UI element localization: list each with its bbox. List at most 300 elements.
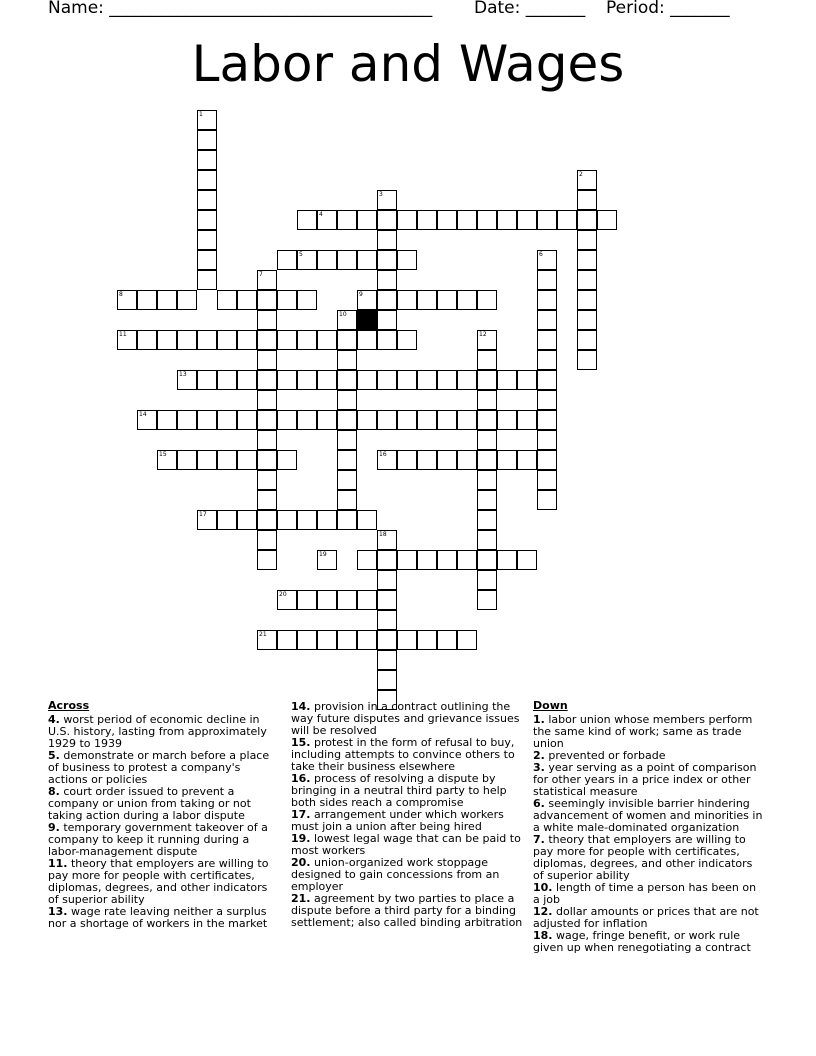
down-clues <box>533 700 765 954</box>
clue-text: labor union whose members perform the same kind of work; same as trade union <box>533 713 753 750</box>
name-field[interactable]: Name: ______________________________________ <box>48 0 433 18</box>
grid-cell[interactable] <box>277 250 297 270</box>
grid-cell[interactable] <box>517 450 537 470</box>
grid-cell[interactable] <box>537 430 557 450</box>
grid-cell[interactable] <box>397 330 417 350</box>
grid-cell[interactable] <box>497 410 517 430</box>
grid-cell[interactable] <box>277 510 297 530</box>
grid-cell[interactable] <box>397 550 417 570</box>
grid-cell[interactable] <box>377 670 397 690</box>
clue-item <box>533 762 765 798</box>
grid-cell[interactable] <box>397 290 417 310</box>
clue-number: 19 <box>319 551 327 558</box>
grid-cell[interactable] <box>377 570 397 590</box>
clue-number-label: 12. <box>533 905 553 918</box>
grid-cell[interactable] <box>577 330 597 350</box>
clue-number: 20 <box>279 591 287 598</box>
clue-text: worst period of economic decline in U.S. history, lasting from approximately 1929 to 1939 <box>48 713 267 750</box>
grid-cell[interactable] <box>497 370 517 390</box>
clue-text: wage, fringe benefit, or work rule given up when renegotiating a contract <box>533 929 751 954</box>
grid-cell[interactable] <box>457 450 477 470</box>
grid-cell[interactable] <box>477 450 497 470</box>
grid-cell[interactable] <box>357 590 377 610</box>
grid-cell[interactable] <box>597 210 617 230</box>
clue-item <box>291 773 523 809</box>
clue-item <box>291 809 523 833</box>
grid-cell[interactable] <box>537 370 557 390</box>
grid-cell[interactable] <box>217 510 237 530</box>
grid-cell[interactable] <box>257 370 277 390</box>
grid-cell[interactable] <box>397 450 417 470</box>
grid-cell[interactable] <box>357 290 377 310</box>
grid-cell[interactable] <box>197 450 217 470</box>
clue-item <box>48 786 280 822</box>
grid-cell[interactable] <box>577 230 597 250</box>
grid-cell[interactable] <box>457 630 477 650</box>
grid-cell[interactable] <box>537 250 557 270</box>
grid-cell[interactable] <box>517 210 537 230</box>
grid-cell[interactable] <box>397 630 417 650</box>
grid-cell[interactable] <box>357 370 377 390</box>
clue-number-label: 2. <box>533 749 545 762</box>
grid-cell[interactable] <box>497 450 517 470</box>
grid-cell[interactable] <box>277 330 297 350</box>
clue-number: 10 <box>339 311 347 318</box>
grid-cell[interactable] <box>417 370 437 390</box>
period-field[interactable]: Period: _______ <box>606 0 730 18</box>
clue-number-label: 19. <box>291 832 311 845</box>
grid-cell[interactable] <box>197 210 217 230</box>
clue-number-label: 14. <box>291 700 311 713</box>
grid-cell[interactable] <box>257 490 277 510</box>
grid-cell[interactable] <box>257 390 277 410</box>
grid-cell[interactable] <box>197 150 217 170</box>
clue-text: arrangement under which workers must join a union after being hired <box>291 808 504 833</box>
clue-item <box>533 798 765 834</box>
clue-number: 1 <box>199 111 203 118</box>
grid-cell[interactable] <box>297 370 317 390</box>
grid-cell[interactable] <box>557 210 577 230</box>
clue-number-label: 4. <box>48 713 60 726</box>
clue-number-label: 15. <box>291 736 311 749</box>
clue-text: lowest legal wage that can be paid to most workers <box>291 832 521 857</box>
grid-cell[interactable] <box>317 370 337 390</box>
grid-cell[interactable] <box>577 310 597 330</box>
clue-number: 8 <box>119 291 123 298</box>
grid-cell[interactable] <box>477 430 497 450</box>
clue-text: theory that employers are willing to pay more for people with certificates, diplomas, degrees, and other indicators of superior ability <box>48 857 269 906</box>
grid-cell[interactable] <box>477 530 497 550</box>
clue-text: wage rate leaving neither a surplus nor a shortage of workers in the market <box>48 905 268 930</box>
grid-cell[interactable] <box>197 190 217 210</box>
grid-cell[interactable] <box>137 410 157 430</box>
grid-cell[interactable] <box>337 310 357 330</box>
grid-cell[interactable] <box>297 590 317 610</box>
grid-cell[interactable] <box>197 370 217 390</box>
grid-cell[interactable] <box>417 550 437 570</box>
grid-cell[interactable] <box>177 290 197 310</box>
grid-cell[interactable] <box>237 290 257 310</box>
clue-number: 13 <box>179 371 187 378</box>
grid-cell[interactable] <box>537 470 557 490</box>
grid-cell[interactable] <box>477 550 497 570</box>
grid-cell[interactable] <box>357 510 377 530</box>
grid-cell[interactable] <box>317 250 337 270</box>
grid-cell[interactable] <box>217 410 237 430</box>
grid-cell[interactable] <box>397 410 417 430</box>
grid-cell[interactable] <box>477 410 497 430</box>
grid-cell[interactable] <box>377 250 397 270</box>
grid-cell[interactable] <box>377 610 397 630</box>
clue-number-label: 10. <box>533 881 553 894</box>
grid-cell[interactable] <box>357 330 377 350</box>
grid-cell[interactable] <box>457 550 477 570</box>
clue-number-label: 17. <box>291 808 311 821</box>
grid-cell[interactable] <box>337 470 357 490</box>
clue-item <box>291 893 523 929</box>
clue-number: 17 <box>199 511 207 518</box>
clue-text: theory that employers are willing to pay more for people with certificates, diplomas, degrees, and other indicators of superior ability <box>533 833 753 882</box>
grid-cell[interactable] <box>257 290 277 310</box>
grid-cell[interactable] <box>417 290 437 310</box>
grid-cell[interactable] <box>417 450 437 470</box>
grid-cell[interactable] <box>417 630 437 650</box>
grid-cell[interactable] <box>437 290 457 310</box>
grid-cell[interactable] <box>537 270 557 290</box>
date-field[interactable]: Date: _______ <box>474 0 586 18</box>
grid-cell[interactable] <box>537 330 557 350</box>
clue-text: prevented or forbade <box>544 749 666 762</box>
clue-number-label: 16. <box>291 772 311 785</box>
grid-cell[interactable] <box>197 130 217 150</box>
clue-item <box>48 822 280 858</box>
grid-cell[interactable] <box>297 330 317 350</box>
clue-text: dollar amounts or prices that are not adjusted for inflation <box>533 905 759 930</box>
grid-cell[interactable] <box>237 330 257 350</box>
clue-item <box>291 737 523 773</box>
clue-number-label: 9. <box>48 821 60 834</box>
grid-cell[interactable] <box>537 450 557 470</box>
grid-cell[interactable] <box>117 330 137 350</box>
clue-number: 15 <box>159 451 167 458</box>
grid-cell[interactable] <box>197 270 217 290</box>
grid-cell[interactable] <box>317 550 337 570</box>
grid-cell[interactable] <box>337 350 357 370</box>
grid-cell[interactable] <box>337 510 357 530</box>
grid-cell[interactable] <box>237 510 257 530</box>
grid-cell[interactable] <box>217 330 237 350</box>
clue-item <box>291 701 523 737</box>
clue-number: 7 <box>259 271 263 278</box>
grid-cell[interactable] <box>577 350 597 370</box>
grid-cell[interactable] <box>377 550 397 570</box>
grid-cell[interactable] <box>477 350 497 370</box>
grid-cell[interactable] <box>377 450 397 470</box>
grid-cell[interactable] <box>197 510 217 530</box>
clue-text: demonstrate or march before a place of business to protest a company's actions or policies <box>48 749 270 786</box>
grid-cell[interactable] <box>417 210 437 230</box>
grid-cell[interactable] <box>297 250 317 270</box>
grid-cell[interactable] <box>577 250 597 270</box>
clue-text: process of resolving a dispute by bringing in a neutral third party to help both sides reach a compromise <box>291 772 507 809</box>
grid-cell[interactable] <box>357 210 377 230</box>
grid-cell[interactable] <box>257 350 277 370</box>
grid-cell[interactable] <box>237 370 257 390</box>
grid-cell[interactable] <box>337 490 357 510</box>
clue-number: 12 <box>479 331 487 338</box>
clue-item <box>533 714 765 750</box>
grid-cell[interactable] <box>437 550 457 570</box>
grid-cell[interactable] <box>417 410 437 430</box>
grid-cell[interactable] <box>157 450 177 470</box>
grid-cell[interactable] <box>437 210 457 230</box>
grid-cell[interactable] <box>377 650 397 670</box>
clue-number-label: 5. <box>48 749 60 762</box>
grid-cell[interactable] <box>317 590 337 610</box>
grid-cell[interactable] <box>537 210 557 230</box>
clue-text: court order issued to prevent a company or union from taking or not taking action during a labor dispute <box>48 785 251 822</box>
clue-number-label: 18. <box>533 929 553 942</box>
grid-cell[interactable] <box>197 230 217 250</box>
grid-cell[interactable] <box>517 410 537 430</box>
grid-cell[interactable] <box>377 190 397 210</box>
clue-text: length of time a person has been on a job <box>533 881 757 906</box>
grid-cell[interactable] <box>317 630 337 650</box>
grid-cell[interactable] <box>297 510 317 530</box>
clue-number: 14 <box>139 411 147 418</box>
across-heading: Across <box>48 699 90 712</box>
grid-cell[interactable] <box>157 290 177 310</box>
grid-cell[interactable] <box>477 330 497 350</box>
clue-item <box>533 834 765 882</box>
clue-text: agreement by two parties to place a dispute before a third party for a binding settlement; also called binding arbitration <box>291 892 523 929</box>
clue-number: 2 <box>579 171 583 178</box>
grid-cell[interactable] <box>337 250 357 270</box>
clue-item <box>48 714 280 750</box>
grid-cell[interactable] <box>177 410 197 430</box>
grid-cell[interactable] <box>357 630 377 650</box>
grid-cell[interactable] <box>337 410 357 430</box>
grid-cell[interactable] <box>337 330 357 350</box>
grid-cell[interactable] <box>257 510 277 530</box>
grid-cell[interactable] <box>117 290 137 310</box>
grid-cell[interactable] <box>577 290 597 310</box>
grid-cell[interactable] <box>337 210 357 230</box>
grid-cell[interactable] <box>577 190 597 210</box>
grid-cell[interactable] <box>257 410 277 430</box>
grid-cell[interactable] <box>237 410 257 430</box>
grid-cell[interactable] <box>377 630 397 650</box>
grid-cell[interactable] <box>537 350 557 370</box>
clue-number: 9 <box>359 291 363 298</box>
grid-cell[interactable] <box>357 410 377 430</box>
grid-cell[interactable] <box>537 390 557 410</box>
grid-cell[interactable] <box>257 630 277 650</box>
grid-cell[interactable] <box>497 550 517 570</box>
clue-number: 21 <box>259 631 267 638</box>
page-title: Labor and Wages <box>191 35 625 93</box>
grid-cell[interactable] <box>377 530 397 550</box>
grid-cell[interactable] <box>377 590 397 610</box>
grid-cell[interactable] <box>337 450 357 470</box>
grid-cell[interactable] <box>397 250 417 270</box>
grid-cell[interactable] <box>457 210 477 230</box>
grid-cell[interactable] <box>257 470 277 490</box>
grid-cell[interactable] <box>137 290 157 310</box>
clue-item <box>48 858 280 906</box>
clue-item <box>48 906 280 930</box>
grid-cell[interactable] <box>477 490 497 510</box>
clue-item <box>291 833 523 857</box>
grid-cell[interactable] <box>257 430 277 450</box>
clue-text: protest in the form of refusal to buy, including attempts to convince others to take their business elsewhere <box>291 736 515 773</box>
grid-cell[interactable] <box>197 170 217 190</box>
clue-item <box>533 882 765 906</box>
grid-cell[interactable] <box>437 410 457 430</box>
grid-cell[interactable] <box>257 310 277 330</box>
clue-number-label: 21. <box>291 892 311 905</box>
grid-cell[interactable] <box>137 330 157 350</box>
grid-cell[interactable] <box>197 110 217 130</box>
grid-cell[interactable] <box>517 370 537 390</box>
grid-cell[interactable] <box>277 630 297 650</box>
grid-cell[interactable] <box>517 550 537 570</box>
clue-number: 18 <box>379 531 387 538</box>
grid-cell[interactable] <box>437 450 457 470</box>
grid-cell[interactable] <box>257 330 277 350</box>
clue-number-label: 8. <box>48 785 60 798</box>
clue-number: 4 <box>319 211 323 218</box>
grid-cell[interactable] <box>297 630 317 650</box>
grid-cell[interactable] <box>257 450 277 470</box>
grid-cell[interactable] <box>337 630 357 650</box>
clue-item <box>533 906 765 930</box>
grid-cell[interactable] <box>397 210 417 230</box>
grid-cell[interactable] <box>477 210 497 230</box>
grid-cell[interactable] <box>297 290 317 310</box>
clue-number: 3 <box>379 191 383 198</box>
grid-cell[interactable] <box>377 310 397 330</box>
grid-cell[interactable] <box>377 210 397 230</box>
grid-cell[interactable] <box>397 370 417 390</box>
grid-cell[interactable] <box>277 290 297 310</box>
clue-number: 6 <box>539 251 543 258</box>
grid-cell[interactable] <box>197 410 217 430</box>
grid-cell[interactable] <box>297 410 317 430</box>
grid-cell[interactable] <box>377 270 397 290</box>
clue-number-label: 11. <box>48 857 68 870</box>
grid-cell[interactable] <box>577 170 597 190</box>
grid-cell[interactable] <box>437 370 457 390</box>
grid-cell[interactable] <box>317 210 337 230</box>
grid-cell[interactable] <box>357 550 377 570</box>
clue-number-label: 20. <box>291 856 311 869</box>
clue-item <box>291 857 523 893</box>
grid-cell[interactable] <box>217 450 237 470</box>
grid-cell[interactable] <box>337 430 357 450</box>
grid-cell[interactable] <box>177 330 197 350</box>
clue-item <box>48 750 280 786</box>
clue-text: year serving as a point of comparison for other years in a price index or other statistical measure <box>533 761 757 798</box>
grid-cell[interactable] <box>257 530 277 550</box>
grid-cell[interactable] <box>477 370 497 390</box>
grid-cell[interactable] <box>577 210 597 230</box>
grid-cell[interactable] <box>157 330 177 350</box>
clue-number: 16 <box>379 451 387 458</box>
clue-number: 5 <box>299 251 303 258</box>
grid-cell[interactable] <box>437 630 457 650</box>
grid-cell[interactable] <box>177 450 197 470</box>
clue-text: union-organized work stoppage designed to gain concessions from an employer <box>291 856 500 893</box>
grid-cell[interactable] <box>317 330 337 350</box>
grid-cell[interactable] <box>477 590 497 610</box>
grid-cell[interactable] <box>277 410 297 430</box>
grid-cell[interactable] <box>197 330 217 350</box>
grid-cell[interactable] <box>357 250 377 270</box>
grid-cell[interactable] <box>577 270 597 290</box>
grid-cell[interactable] <box>317 510 337 530</box>
grid-cell[interactable] <box>217 290 237 310</box>
grid-cell[interactable] <box>177 370 197 390</box>
grid-cell[interactable] <box>217 370 237 390</box>
clue-number-label: 6. <box>533 797 545 810</box>
grid-cell[interactable] <box>537 290 557 310</box>
grid-cell[interactable] <box>377 230 397 250</box>
clue-text: provision in a contract outlining the way future disputes and grievance issues will be resolved <box>291 700 520 737</box>
grid-cell[interactable] <box>197 250 217 270</box>
grid-cell[interactable] <box>457 410 477 430</box>
grid-cell[interactable] <box>377 370 397 390</box>
grid-cell[interactable] <box>377 330 397 350</box>
grid-cell[interactable] <box>277 450 297 470</box>
clue-number-label: 13. <box>48 905 68 918</box>
grid-cell[interactable] <box>377 410 397 430</box>
grid-cell[interactable] <box>377 290 397 310</box>
grid-cell[interactable] <box>497 210 517 230</box>
grid-cell[interactable] <box>457 290 477 310</box>
grid-cell[interactable] <box>537 490 557 510</box>
grid-cell[interactable] <box>237 450 257 470</box>
down-heading: Down <box>533 699 568 712</box>
grid-cell[interactable] <box>257 550 277 570</box>
grid-cell[interactable] <box>337 390 357 410</box>
grid-cell[interactable] <box>277 370 297 390</box>
grid-cell[interactable] <box>337 590 357 610</box>
grid-cell[interactable] <box>477 510 497 530</box>
grid-cell[interactable] <box>537 310 557 330</box>
grid-cell[interactable] <box>457 370 477 390</box>
grid-cell[interactable] <box>477 570 497 590</box>
grid-cell[interactable] <box>257 270 277 290</box>
grid-cell[interactable] <box>477 390 497 410</box>
clue-item <box>533 930 765 954</box>
grid-cell[interactable] <box>477 290 497 310</box>
clue-number-label: 3. <box>533 761 545 774</box>
clue-text: temporary government takeover of a company to keep it running during a labor-management dispute <box>48 821 268 858</box>
black-cell <box>357 310 377 330</box>
grid-cell[interactable] <box>337 370 357 390</box>
grid-cell[interactable] <box>297 210 317 230</box>
grid-cell[interactable] <box>537 410 557 430</box>
grid-cell[interactable] <box>277 590 297 610</box>
across-clues <box>48 700 280 930</box>
clue-number: 11 <box>119 331 127 338</box>
grid-cell[interactable] <box>317 410 337 430</box>
grid-cell[interactable] <box>477 470 497 490</box>
clue-number-label: 7. <box>533 833 545 846</box>
grid-cell[interactable] <box>157 410 177 430</box>
clue-number-label: 1. <box>533 713 545 726</box>
